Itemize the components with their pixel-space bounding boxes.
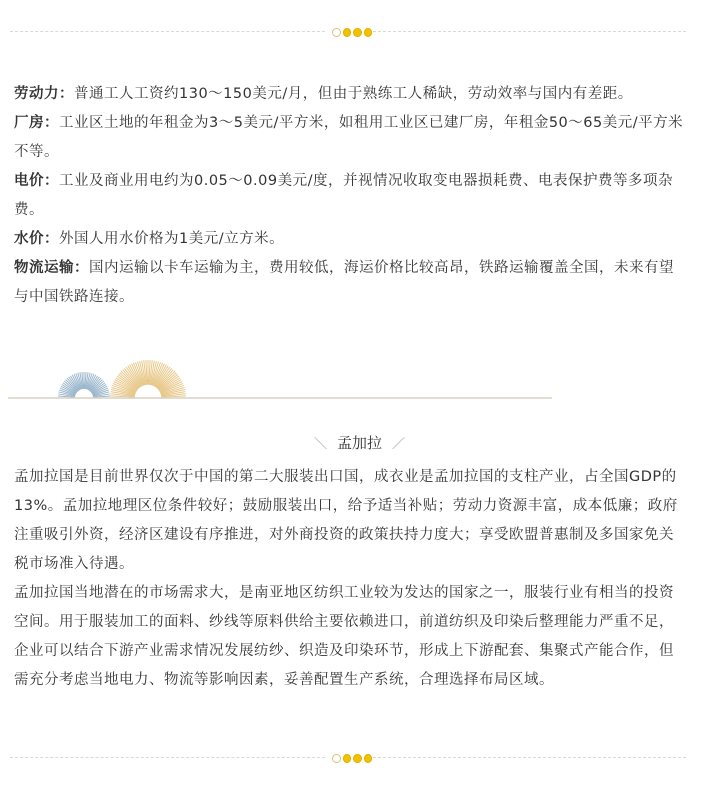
section-paragraph: 孟加拉国当地潜在的市场需求大，是南亚地区纺织工业较为发达的国家之一，服装行业有相当的投资空间。用于服装加工的面料、纱线等原料供给主要依赖进口，前道纺织及印染后整理能力严重不足，企业可以结合下游产业需求情况发展纺纱、织造及印染环节，形成上下游配套、集聚式产能合作，但需充分考虑当地电力、物流等影响因素，妥善配置生产系统，合理选择布局区域。 [14,585,674,688]
dots-ornament [332,26,372,38]
blue-fan-icon [58,372,110,404]
bottom-divider [10,751,686,765]
cost-label: 水价： [14,231,59,247]
cost-text: 工业及商业用电约为0.05～0.09美元/度，并视情况收取变电器损耗费、电表保护费等多项杂费。 [14,173,673,218]
cost-factory [14,109,686,167]
cost-label: 电价： [14,173,59,189]
dots-ornament [332,752,372,764]
cost-electricity [14,167,686,225]
cost-labor [14,80,686,109]
cost-label: 劳动力： [14,86,74,102]
section-paragraph: 孟加拉国是目前世界仅次于中国的第二大服装出口国，成衣业是孟加拉国的支柱产业，占全国GDP的13%。孟加拉地理区位条件较好；鼓励服装出口，给予适当补贴；劳动力资源丰富，成本低廉；政府注重吸引外资，经济区建设有序推进，对外商投资的政策扶持力度大；享受欧盟普惠制及多国家免关税市场准入待遇。 [14,469,678,572]
cost-water [14,225,686,254]
cost-logistics [14,254,686,312]
cost-text: 普通工人工资约130～150美元/月，但由于熟练工人稀缺，劳动效率与国内有差距。 [74,86,633,102]
fan-ornament [0,348,560,404]
cost-text: 外国人用水价格为1美元/立方米。 [59,231,285,247]
section-heading: ＼ 孟加拉 ／ [313,434,406,452]
cost-text: 工业区土地的年租金为3～5美元/平方米，如租用工业区已建厂房，年租金50～65美元/平方米不等。 [14,115,684,160]
cost-label: 物流运输： [14,260,89,276]
top-divider [10,25,686,39]
section-title: 孟加拉 [336,434,382,452]
cost-text: 国内运输以卡车运输为主，费用较低，海运价格比较高昂，铁路运输覆盖全国，未来有望与中国铁路连接。 [14,260,674,305]
cost-label: 厂房： [14,115,59,131]
